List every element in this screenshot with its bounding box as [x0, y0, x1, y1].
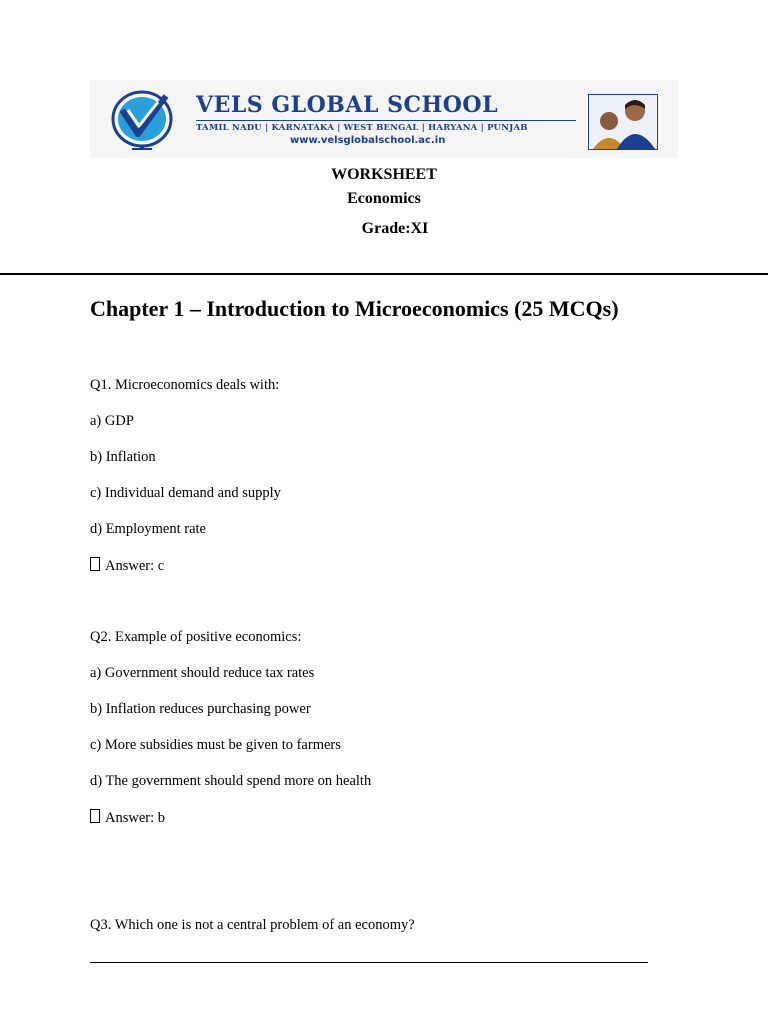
header-divider: [0, 273, 768, 275]
option-text: a) GDP: [90, 413, 134, 429]
option-text: c) Individual demand and supply: [90, 485, 281, 501]
banner-photo: [588, 94, 658, 150]
school-name: VELS GLOBAL SCHOOL: [196, 92, 499, 118]
bottom-rule: [90, 962, 648, 963]
option-text: d) Employment rate: [90, 521, 206, 537]
banner-rule: [196, 120, 576, 121]
question-text: Q2. Example of positive economics:: [90, 629, 302, 645]
grade-heading: Grade:XI: [361, 220, 429, 237]
worksheet-heading: WORKSHEET: [331, 166, 437, 183]
answer-line: [90, 557, 164, 575]
option-text: c) More subsidies must be given to farmers: [90, 737, 341, 753]
option-text: b) Inflation reduces purchasing power: [90, 701, 311, 717]
question-text: Q1. Microeconomics deals with:: [90, 377, 280, 393]
option-text: b) Inflation: [90, 449, 156, 465]
school-banner: [90, 80, 678, 158]
checkbox-glyph-icon: [90, 557, 100, 571]
school-logo-icon: [108, 88, 180, 150]
checkbox-glyph-icon: [90, 809, 100, 823]
option-text: d) The government should spend more on health: [90, 773, 372, 789]
subject-heading: Economics: [347, 190, 421, 207]
option-text: a) Government should reduce tax rates: [90, 665, 315, 681]
question-text: Q3. Which one is not a central problem of an economy?: [90, 917, 415, 933]
school-website: www.velsglobalschool.ac.in: [290, 135, 446, 146]
school-states: TAMIL NADU | KARNATAKA | WEST BENGAL | HARYANA | PUNJAB: [196, 123, 528, 133]
answer-text: Answer: b: [105, 810, 166, 826]
chapter-title: Chapter 1 – Introduction to Microeconomics (25 MCQs): [90, 296, 619, 321]
answer-line: [90, 809, 165, 827]
answer-text: Answer: c: [105, 558, 165, 574]
